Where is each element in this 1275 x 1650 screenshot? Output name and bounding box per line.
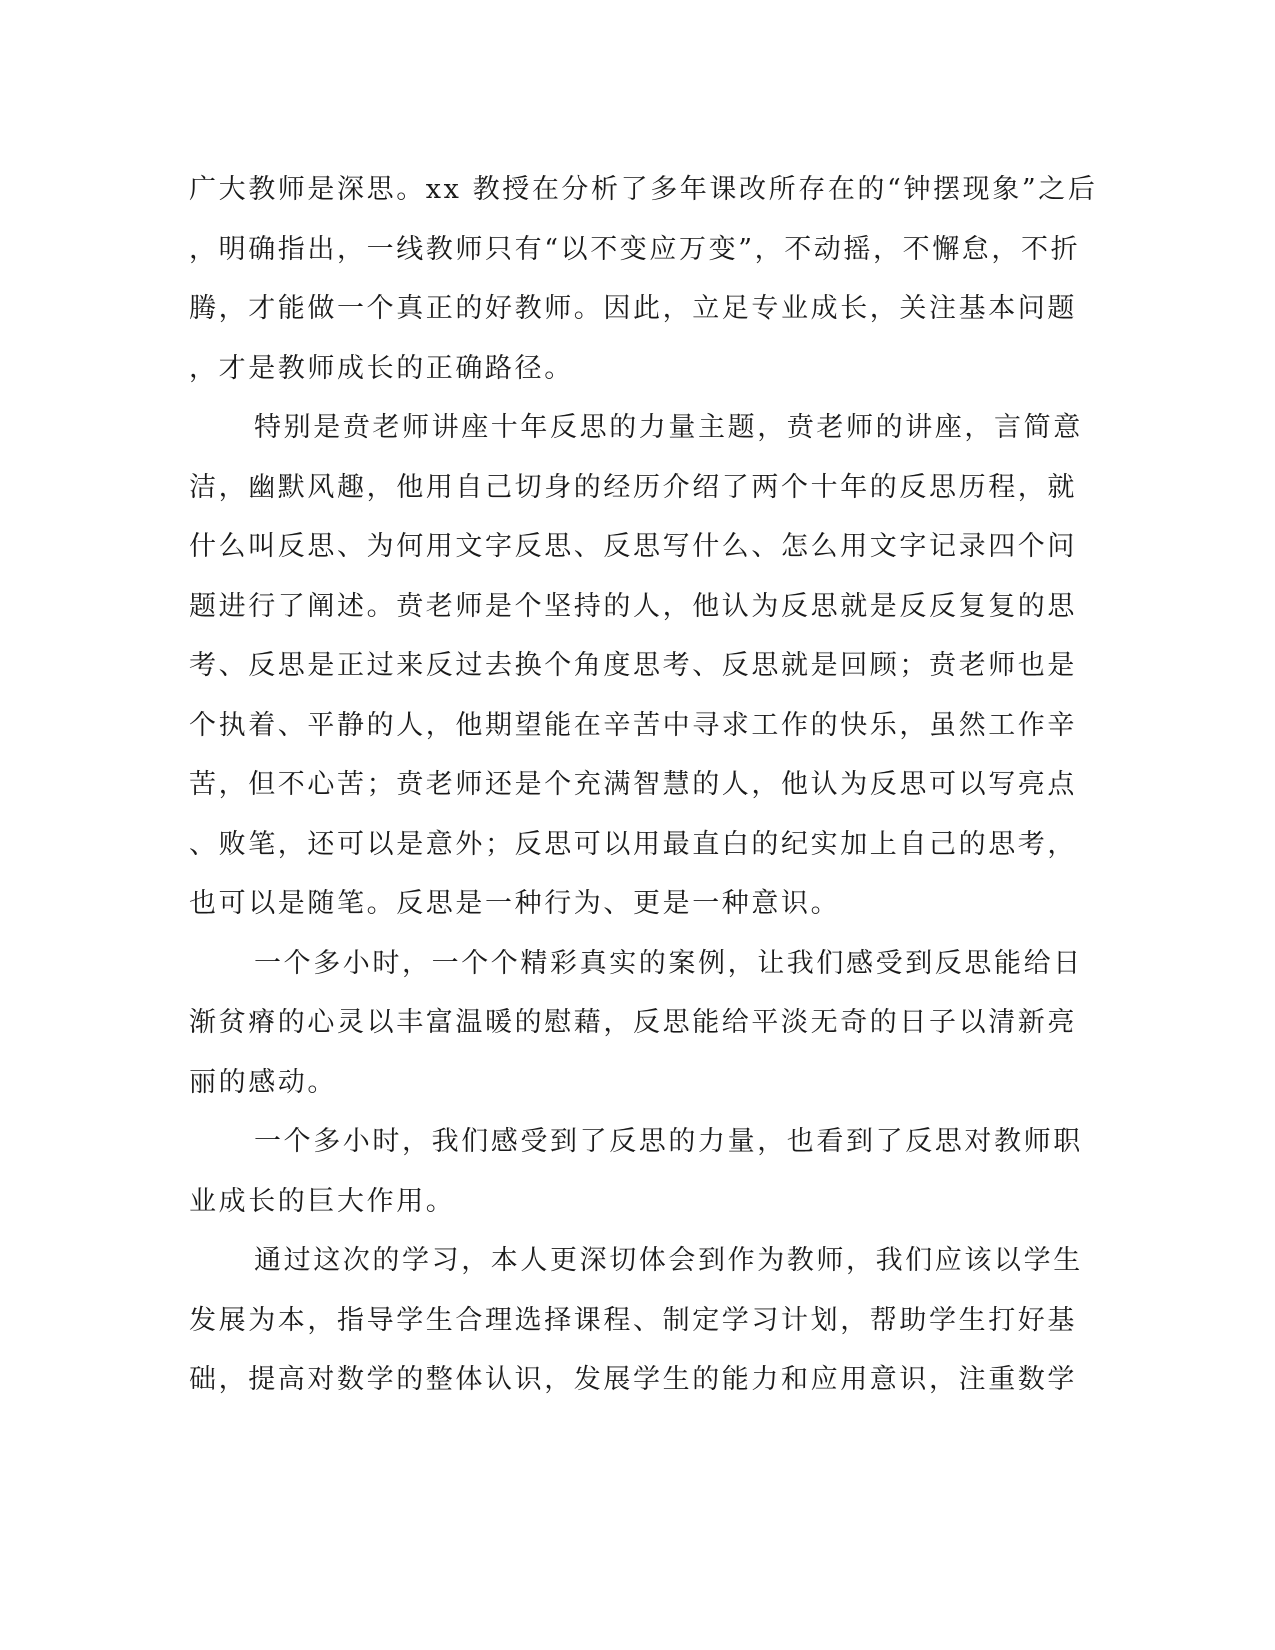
text-line: 业成长的巨大作用。 — [189, 1185, 456, 1217]
text-line: 广大教师是深思。xx 教授在分析了多年课改所存在的“钟摆现象”之后 — [189, 174, 1098, 205]
text-line: 洁，幽默风趣，他用自己切身的经历介绍了两个十年的反思历程，就 — [189, 471, 1077, 503]
text-line: 考、反思是正过来反过去换个角度思考、反思就是回顾；贲老师也是 — [189, 650, 1077, 681]
text-line: 什么叫反思、为何用文字反思、反思写什么、怎么用文字记录四个问 — [189, 531, 1077, 562]
paragraph-first-line: 通过这次的学习，本人更深切体会到作为教师，我们应该以学生 — [254, 1245, 1083, 1276]
text-line: 、败笔，还可以是意外；反思可以用最直白的纪实加上自己的思考， — [189, 828, 1077, 860]
paragraph-first-line: 特别是贲老师讲座十年反思的力量主题，贲老师的讲座，言简意 — [254, 412, 1083, 443]
paragraph-first-line: 一个多小时，我们感受到了反思的力量，也看到了反思对教师职 — [254, 1126, 1083, 1157]
document-body — [189, 160, 1098, 1410]
text-line: 也可以是随笔。反思是一种行为、更是一种意识。 — [189, 888, 841, 919]
text-line: 腾，才能做一个真正的好教师。因此，立足专业成长，关注基本问题 — [189, 293, 1077, 324]
text-line: 苦，但不心苦；贲老师还是个充满智慧的人，他认为反思可以写亮点 — [189, 769, 1077, 800]
text-line: ，明确指出，一线教师只有“以不变应万变”，不动摇，不懈怠，不折 — [189, 233, 1081, 265]
text-line: 个执着、平静的人，他期望能在辛苦中寻求工作的快乐，虽然工作辛 — [189, 709, 1077, 741]
text-line: 础，提高对数学的整体认识，发展学生的能力和应用意识，注重数学 — [189, 1364, 1077, 1395]
text-line: 发展为本，指导学生合理选择课程、制定学习计划，帮助学生打好基 — [189, 1304, 1077, 1336]
text-line: ，才是教师成长的正确路径。 — [189, 352, 574, 384]
paragraph-first-line: 一个多小时，一个个精彩真实的案例，让我们感受到反思能给日 — [254, 947, 1083, 979]
text-line: 渐贫瘠的心灵以丰富温暖的慰藉，反思能给平淡无奇的日子以清新亮 — [189, 1007, 1077, 1038]
text-line: 题进行了阐述。贲老师是个坚持的人，他认为反思就是反反复复的思 — [189, 590, 1077, 622]
text-line: 丽的感动。 — [189, 1066, 337, 1098]
